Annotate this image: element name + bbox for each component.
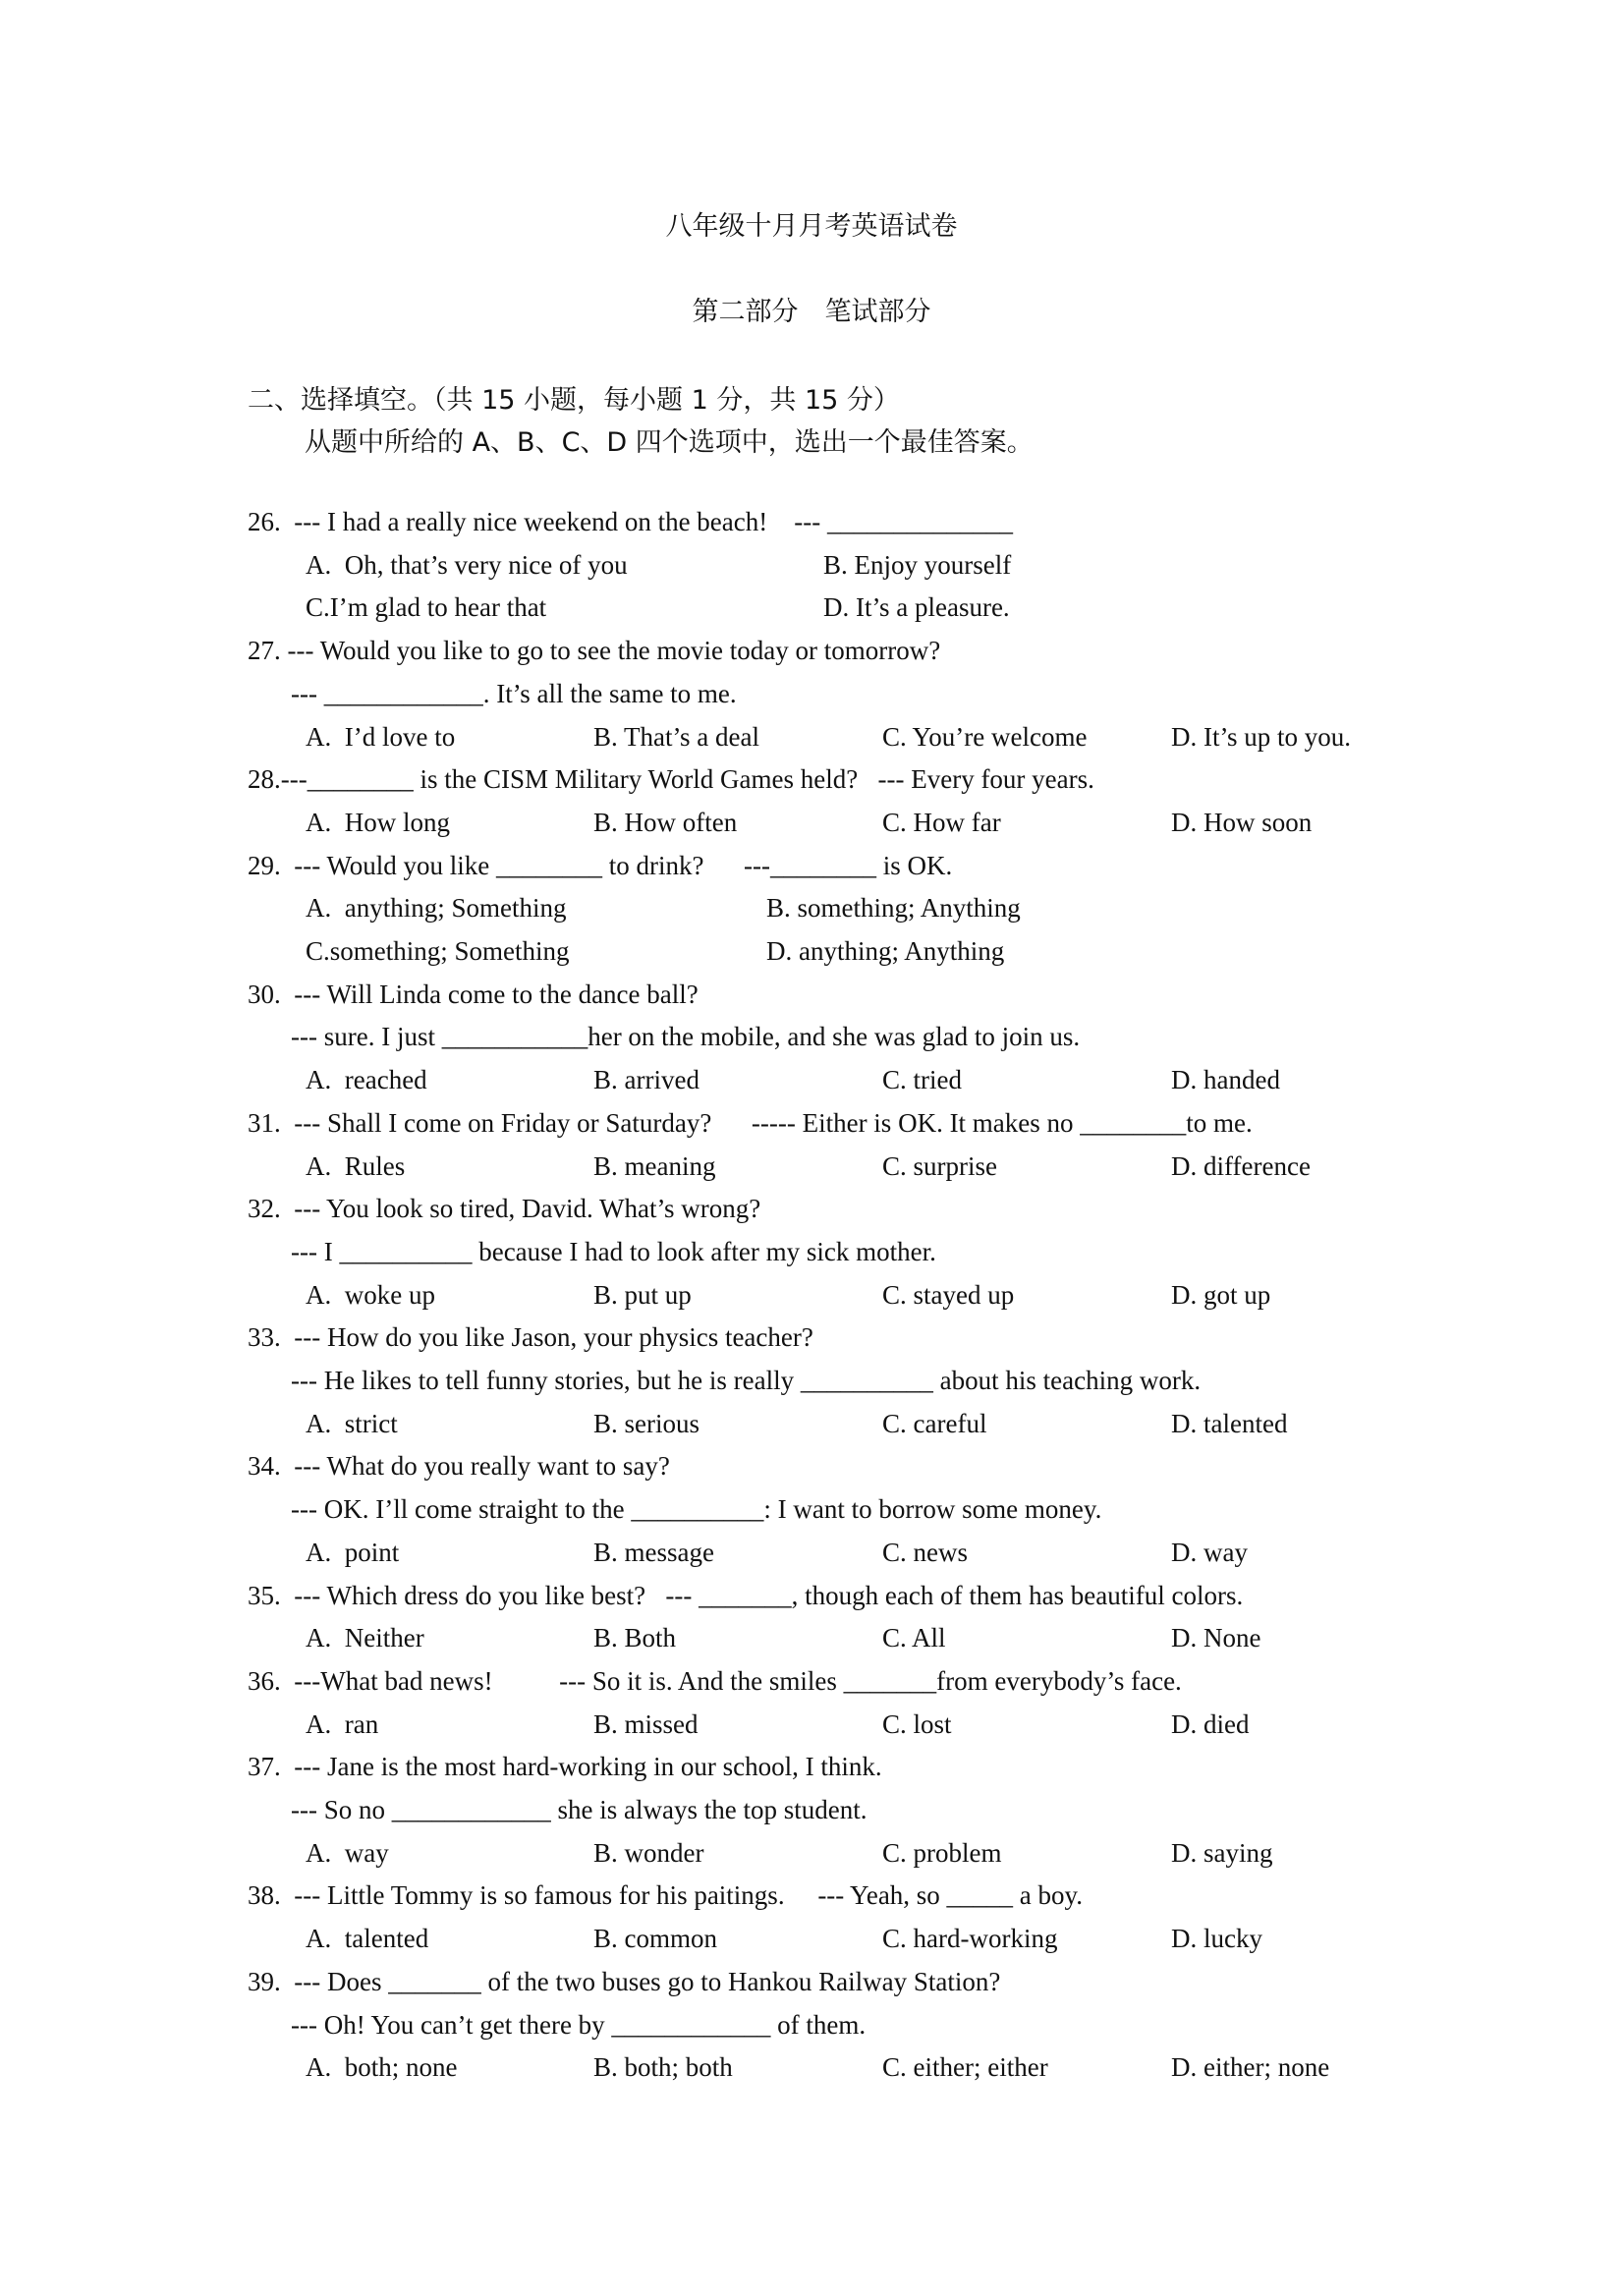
answer-option: D. got up: [1171, 1279, 1271, 1310]
answer-option: B. arrived: [593, 1065, 700, 1095]
answer-option: A. talented: [306, 1924, 429, 1954]
answer-option: D. talented: [1171, 1408, 1288, 1438]
answer-option: B. That’s a deal: [593, 721, 759, 752]
answer-option: C. How far: [882, 807, 1001, 837]
answer-option: D. None: [1171, 1623, 1261, 1653]
answer-option: C. hard-working: [882, 1924, 1058, 1954]
answer-option: A. both; none: [306, 2052, 458, 2083]
answer-option: D. lucky: [1171, 1924, 1262, 1954]
question-stem: 27. --- Would you like to go to see the movie today or tomorrow?: [248, 636, 941, 666]
section-heading: 二、选择填空。（共 15 小题，每小题 1 分，共 15 分）: [248, 385, 900, 416]
answer-option: C.something; Something: [306, 936, 570, 966]
answer-option: A. How long: [306, 807, 450, 837]
question-reply: --- ____________. It’s all the same to me.: [291, 678, 737, 708]
question-stem: 38. --- Little Tommy is so famous for his paitings. --- Yeah, so _____ a boy.: [248, 1880, 1084, 1911]
answer-option: B. common: [593, 1924, 717, 1954]
answer-option: C. news: [882, 1537, 968, 1567]
answer-option: C. lost: [882, 1708, 952, 1739]
answer-option: C. either; either: [882, 2052, 1048, 2083]
answer-option: A. reached: [306, 1065, 427, 1095]
question-reply: --- I __________ because I had to look after my sick mother.: [291, 1236, 936, 1266]
answer-option: D. difference: [1171, 1150, 1311, 1181]
answer-option: B. Enjoy yourself: [823, 549, 1012, 580]
question-reply: --- OK. I’ll come straight to the __________: I want to borrow some money.: [291, 1494, 1102, 1525]
answer-option: A. point: [306, 1537, 400, 1567]
answer-option: B. something; Anything: [766, 893, 1021, 924]
answer-option: A. ran: [306, 1708, 379, 1739]
answer-option: D. died: [1171, 1708, 1250, 1739]
answer-option: C. tried: [882, 1065, 962, 1095]
answer-option: D. handed: [1171, 1065, 1280, 1095]
question-reply: --- So no ____________ she is always the top student.: [291, 1795, 867, 1824]
exam-title: 八年级十月月考英语试卷: [665, 211, 958, 242]
answer-option: A. anything; Something: [306, 893, 567, 924]
answer-option: B. message: [593, 1537, 714, 1567]
answer-option: A. way: [306, 1837, 389, 1868]
question-stem: 33. --- How do you like Jason, your physics teacher?: [248, 1322, 813, 1353]
answer-option: B. both; both: [593, 2052, 733, 2083]
answer-option: D. saying: [1171, 1837, 1273, 1868]
question-reply: --- sure. I just ___________her on the mobile, and she was glad to join us.: [291, 1022, 1081, 1052]
answer-option: B. meaning: [593, 1150, 716, 1181]
answer-option: D. How soon: [1171, 807, 1313, 837]
question-stem: 26. --- I had a really nice weekend on the beach! --- ______________: [248, 507, 1013, 536]
part-title: 第二部分 笔试部分: [692, 297, 931, 327]
answer-option: B. put up: [593, 1279, 692, 1310]
answer-option: B. serious: [593, 1408, 700, 1438]
question-reply: --- Oh! You can’t get there by ____________ of them.: [291, 2009, 867, 2040]
question-stem: 39. --- Does _______ of the two buses go to Hankou Railway Station?: [248, 1966, 1001, 1996]
question-stem: 30. --- Will Linda come to the dance ball?: [248, 979, 699, 1009]
answer-option: C. problem: [882, 1837, 1002, 1868]
answer-option: A. strict: [306, 1408, 398, 1438]
answer-option: C. You’re welcome: [882, 721, 1088, 752]
question-stem: 34. --- What do you really want to say?: [248, 1451, 670, 1482]
question-stem: 29. --- Would you like ________ to drink? ---________ is OK.: [248, 850, 953, 880]
question-stem: 31. --- Shall I come on Friday or Saturday? ----- Either is OK. It makes no ________to me.: [248, 1107, 1253, 1138]
question-stem: 37. --- Jane is the most hard-working in our school, I think.: [248, 1752, 882, 1782]
question-stem: 36. ---What bad news! --- So it is. And the smiles _______from everybody’s face.: [248, 1665, 1182, 1696]
answer-option: D. way: [1171, 1537, 1248, 1567]
question-stem: 35. --- Which dress do you like best? --- _______, though each of them has beautiful colors.: [248, 1580, 1244, 1610]
answer-option: A. Neither: [306, 1623, 424, 1653]
answer-option: C. surprise: [882, 1150, 997, 1181]
section-instruction: 从题中所给的 A、B、C、D 四个选项中，选出一个最佳答案。: [305, 427, 1034, 458]
answer-option: A. woke up: [306, 1279, 435, 1310]
question-stem: 32. --- You look so tired, David. What’s wrong?: [248, 1194, 761, 1224]
question-stem: 28.---________ is the CISM Military World Games held? --- Every four years.: [248, 764, 1094, 795]
answer-option: D. It’s a pleasure.: [823, 592, 1010, 623]
answer-option: D. It’s up to you.: [1171, 721, 1352, 752]
answer-option: C. All: [882, 1623, 946, 1653]
question-reply: --- He likes to tell funny stories, but he is really __________ about his teaching work.: [291, 1366, 1202, 1395]
answer-option: B. Both: [593, 1623, 677, 1653]
answer-option: C. careful: [882, 1408, 987, 1438]
answer-option: D. anything; Anything: [766, 936, 1005, 966]
answer-option: B. wonder: [593, 1837, 704, 1868]
answer-option: A. I’d love to: [306, 721, 456, 752]
answer-option: A. Rules: [306, 1150, 406, 1181]
answer-option: B. How often: [593, 807, 738, 837]
answer-option: A. Oh, that’s very nice of you: [306, 549, 628, 580]
answer-option: B. missed: [593, 1708, 699, 1739]
answer-option: D. either; none: [1171, 2052, 1330, 2083]
answer-option: C.I’m glad to hear that: [306, 592, 547, 623]
answer-option: C. stayed up: [882, 1279, 1015, 1310]
